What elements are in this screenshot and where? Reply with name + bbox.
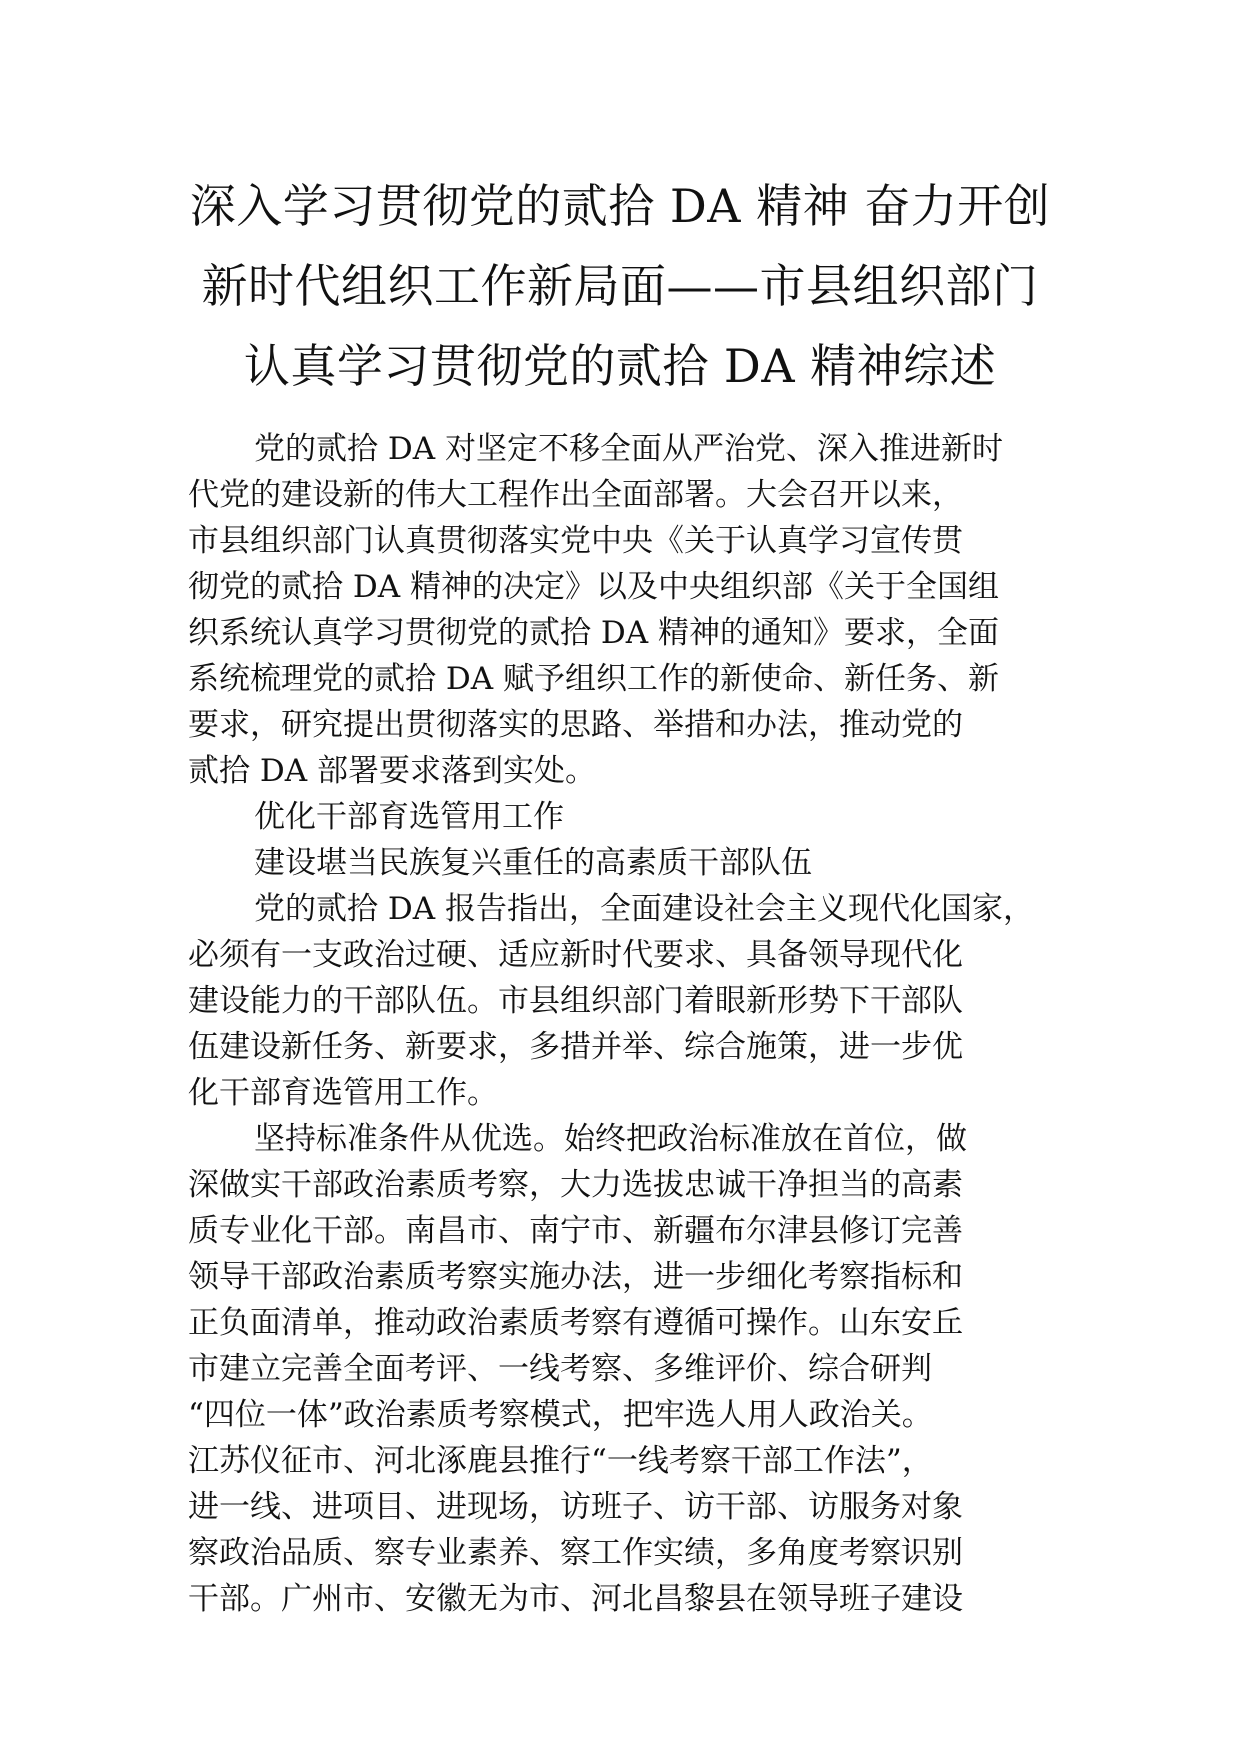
paragraph-line: 市县组织部门认真贯彻落实党中央《关于认真学习宣传贯: [188, 523, 963, 559]
paragraph-line: 质专业化干部。南昌市、南宁市、新疆布尔津县修订完善: [188, 1213, 963, 1249]
paragraph-line: 党的贰拾 DA 报告指出，全面建设社会主义现代化国家，: [254, 891, 1034, 927]
paragraph-line: 党的贰拾 DA 对坚定不移全面从严治党、深入推进新时: [254, 431, 1003, 467]
paragraph-line: “四位一体”政治素质考察模式，把牢选人用人政治关。: [188, 1397, 933, 1433]
paragraph-line: 建设能力的干部队伍。市县组织部门着眼新形势下干部队: [188, 983, 963, 1019]
paragraph-line: 彻党的贰拾 DA 精神的决定》以及中央组织部《关于全国组: [188, 569, 999, 605]
paragraph-line: 伍建设新任务、新要求，多措并举、综合施策，进一步优: [188, 1029, 963, 1065]
section-heading: 优化干部育选管用工作: [254, 799, 564, 835]
document-body: [188, 426, 1058, 1622]
paragraph-line: 代党的建设新的伟大工程作出全面部署。大会召开以来，: [188, 477, 963, 513]
title-line: 认真学习贯彻党的贰拾 DA 精神综述: [243, 339, 997, 393]
paragraph-line: 织系统认真学习贯彻党的贰拾 DA 精神的通知》要求，全面: [188, 615, 999, 651]
paragraph-line: 化干部育选管用工作。: [188, 1075, 498, 1111]
paragraph-line: 江苏仪征市、河北涿鹿县推行“一线考察干部工作法”，: [188, 1443, 933, 1479]
paragraph-line: 进一线、进项目、进现场，访班子、访干部、访服务对象: [188, 1489, 963, 1525]
paragraph-line: 市建立完善全面考评、一线考察、多维评价、综合研判: [188, 1351, 932, 1387]
paragraph-line: 要求，研究提出贯彻落实的思路、举措和办法，推动党的: [188, 707, 963, 743]
paragraph-line: 深做实干部政治素质考察，大力选拔忠诚干净担当的高素: [188, 1167, 963, 1203]
title-line: 深入学习贯彻党的贰拾 DA 精神 奋力开创: [189, 179, 1051, 233]
paragraph-line: 必须有一支政治过硬、适应新时代要求、具备领导现代化: [188, 937, 963, 973]
paragraph-line: 领导干部政治素质考察实施办法，进一步细化考察指标和: [188, 1259, 963, 1295]
section-subheading: 建设堪当民族复兴重任的高素质干部队伍: [254, 845, 812, 881]
paragraph-line: 系统梳理党的贰拾 DA 赋予组织工作的新使命、新任务、新: [188, 661, 999, 697]
paragraph-line: 察政治品质、察专业素养、察工作实绩，多角度考察识别: [188, 1535, 963, 1571]
paragraph-line: 坚持标准条件从优选。始终把政治标准放在首位，做: [254, 1121, 967, 1157]
paragraph-line: 贰拾 DA 部署要求落到实处。: [188, 753, 596, 789]
title-line: 新时代组织工作新局面——市县组织部门: [201, 259, 1039, 313]
paragraph-line: 正负面清单，推动政治素质考察有遵循可操作。山东安丘: [188, 1305, 963, 1341]
document-title: [150, 166, 1090, 406]
paragraph-line: 干部。广州市、安徽无为市、河北昌黎县在领导班子建设: [188, 1581, 963, 1617]
